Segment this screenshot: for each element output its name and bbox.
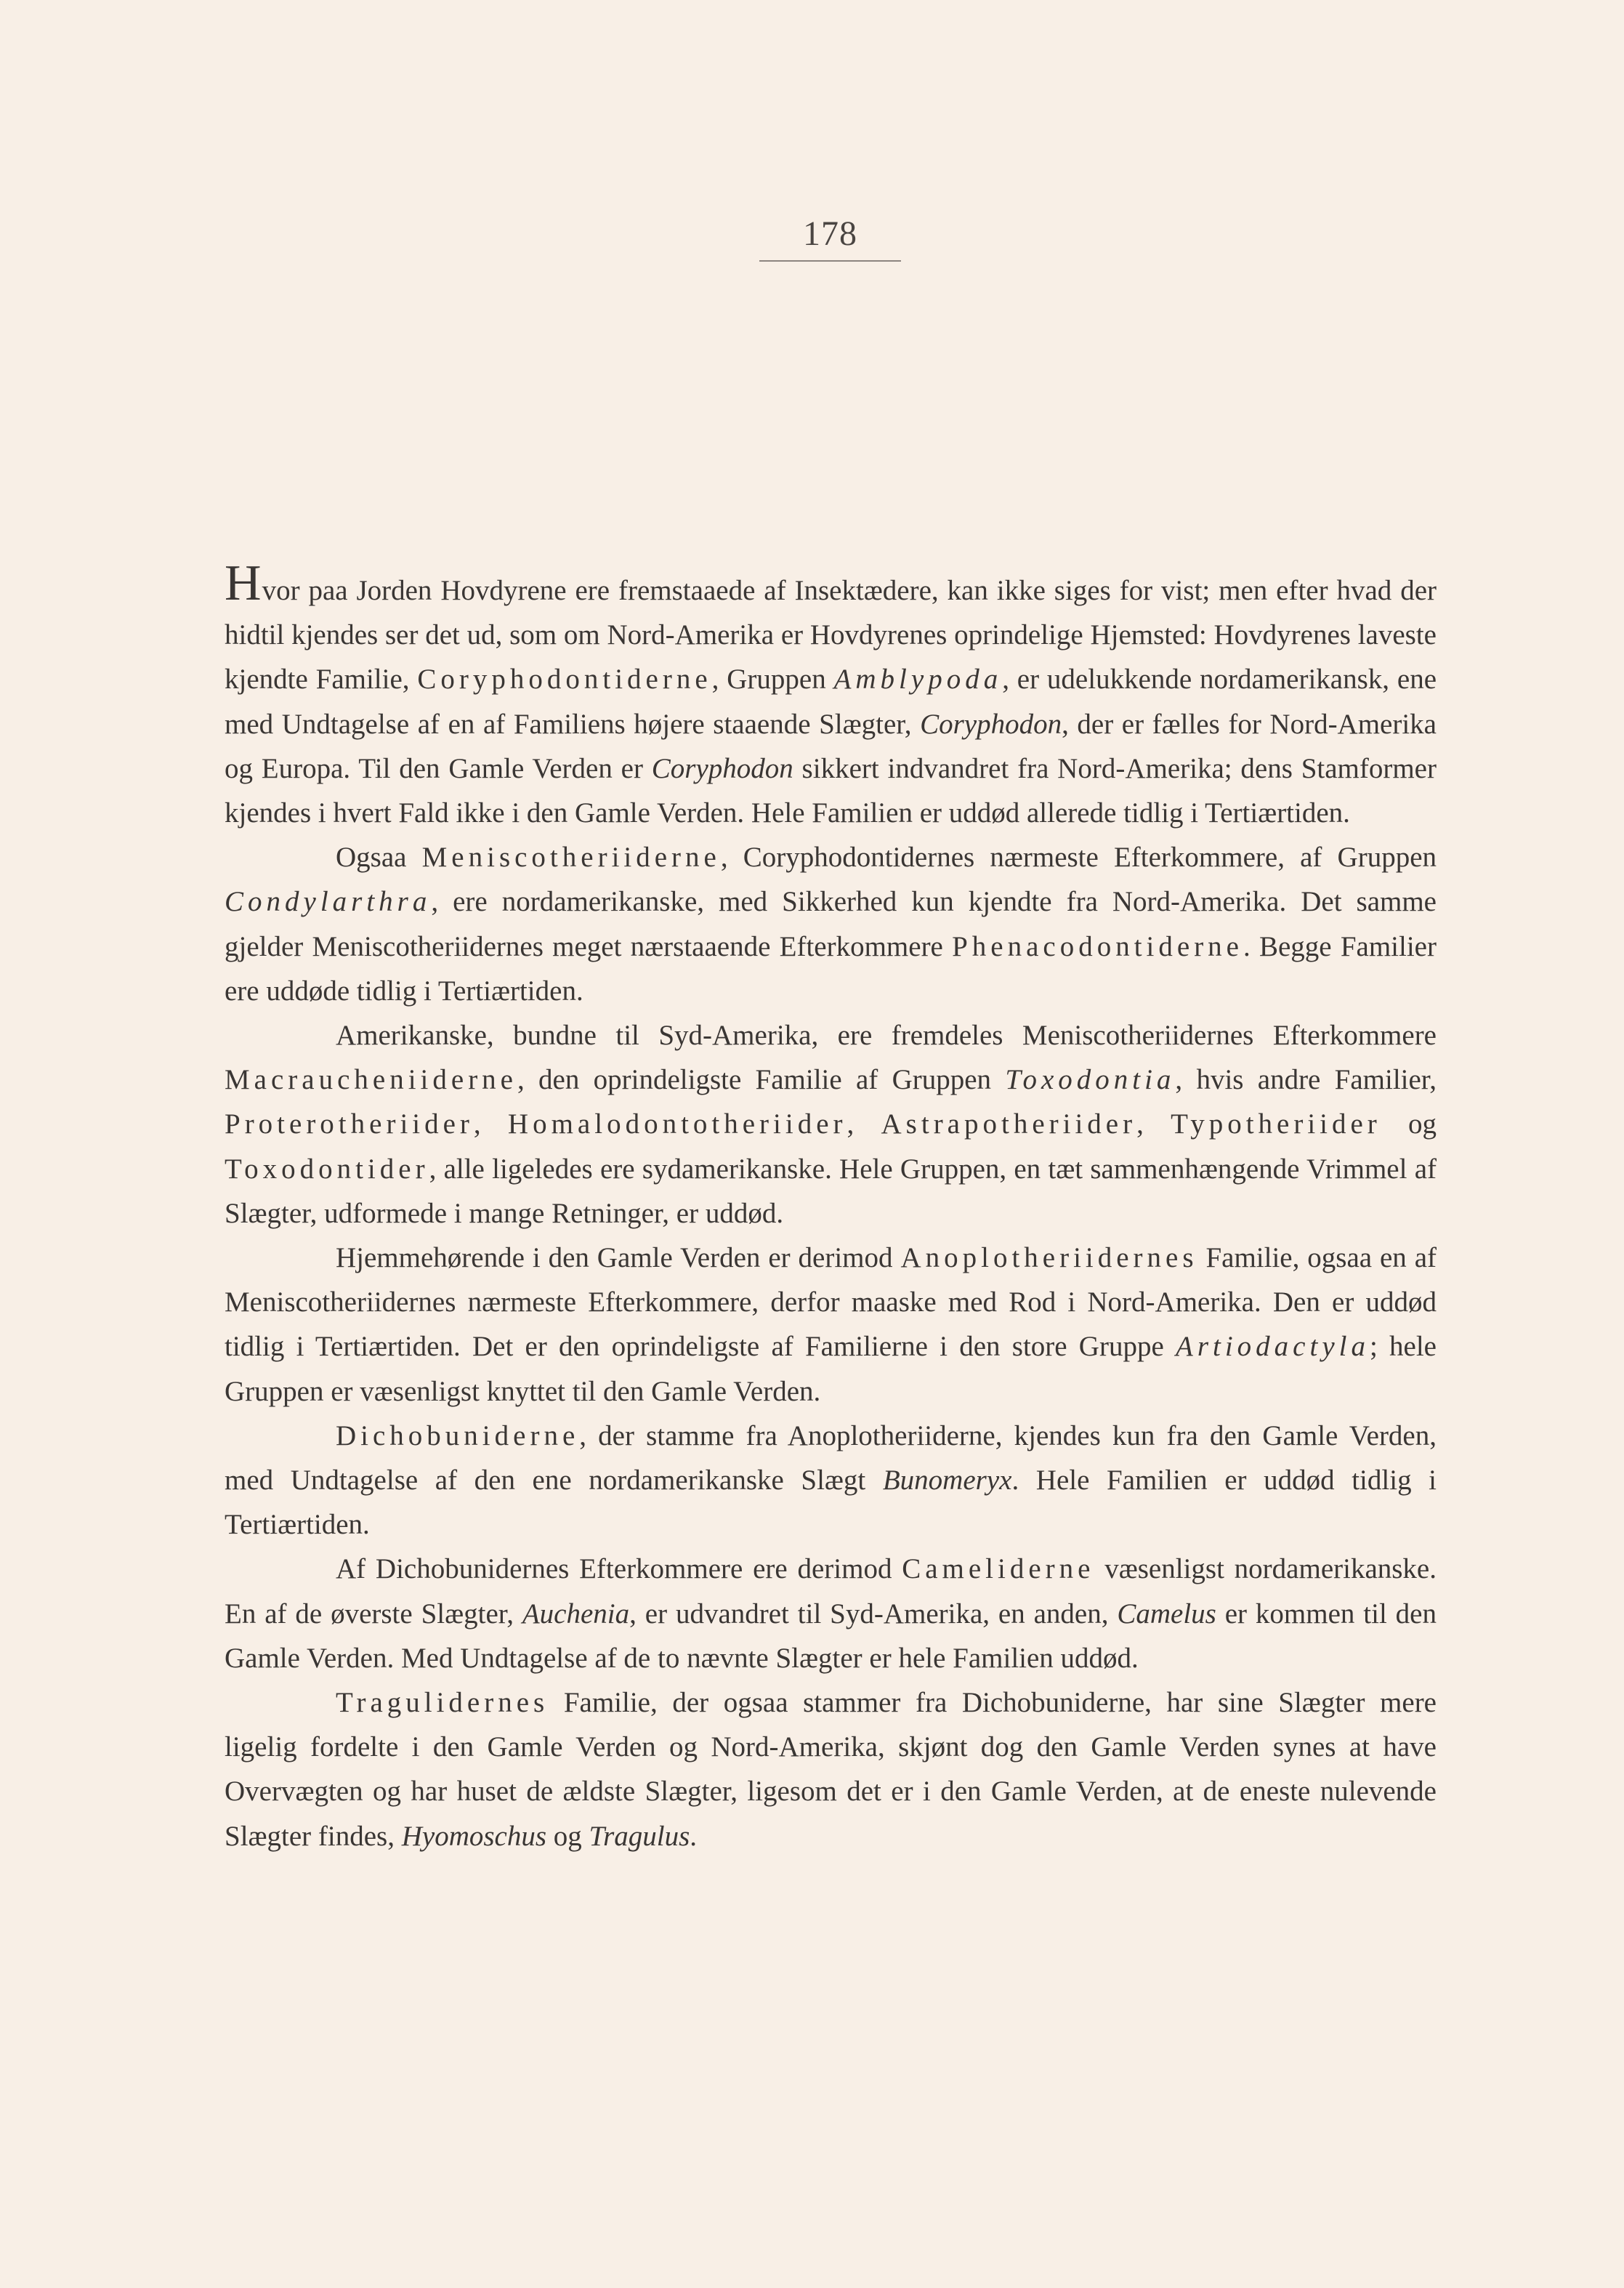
- text-run: , Gruppen: [711, 664, 834, 696]
- styled-text-run: Tragulus: [589, 1820, 690, 1852]
- styled-text-run: Tragulidernes: [336, 1687, 549, 1719]
- text-run: Familie, der ogsaa stammer fra Dichobuniderne, har sine Slægter mere ligelig fordelte i den Gamle Verden og Nord-Amerika, skjønt dog den Gamle Verden synes at have Overvægten og har huset de ældste Slægter, ligesom det er i den Gamle Verden, at de eneste nulevende Slægter findes,: [225, 1687, 1437, 1852]
- text-run: Ogsaa: [336, 842, 422, 874]
- styled-text-run: Coryphodon: [920, 708, 1062, 740]
- text-run: Hjemmehørende i den Gamle Verden er derimod: [336, 1242, 901, 1274]
- styled-text-run: Hyomoschus: [401, 1820, 547, 1852]
- styled-text-run: Dichobuniderne: [336, 1419, 580, 1451]
- paragraph: [225, 1414, 1437, 1547]
- text-run: ; hele Gruppen er væsenligst knyttet til den Gamle Verden.: [225, 1331, 1437, 1407]
- styled-text-run: H: [225, 555, 262, 611]
- text-run: , der er fælles for Nord-Amerika og Europa. Til den Gamle Verden er: [225, 708, 1437, 784]
- paragraph: [225, 1013, 1437, 1236]
- paragraph: [225, 835, 1437, 1013]
- styled-text-run: Toxodontider: [225, 1153, 429, 1185]
- styled-text-run: Condylarthra: [225, 886, 432, 918]
- text-run: . Hele Familien er uddød tidlig i Tertiærtiden.: [225, 1465, 1437, 1541]
- styled-text-run: Camelus: [1117, 1598, 1216, 1630]
- text-run: Af Dichobunidernes Efterkommere ere derimod: [336, 1553, 902, 1585]
- text-run: ,: [1136, 1108, 1171, 1140]
- styled-text-run: Astrapotheriider: [881, 1108, 1137, 1140]
- text-run: , alle ligeledes ere sydamerikanske. Hele Gruppen, en tæt sammenhængende Vrimmel af Slægter, udformede i mange Retninger, er uddød.: [225, 1153, 1437, 1229]
- text-run: , der stamme fra Anoplotheriiderne, kjendes kun fra den Gamle Verden, med Undtagelse af den ene nordamerikanske Slægt: [225, 1419, 1437, 1497]
- text-run: vor paa Jorden Hovdyrene ere fremstaaede af Insektædere, kan ikke siges for vist; men efter hvad der hidtil kjendes ser det ud, som om Nord-Amerika er Hovdyrenes oprindelige Hjemsted: Hovdyrenes laveste kjendte Familie,: [225, 575, 1437, 696]
- paragraph: [225, 555, 1437, 835]
- styled-text-run: Typotheriider: [1171, 1108, 1381, 1140]
- text-run: er kommen til den Gamle Verden. Med Undtagelse af de to nævnte Slægter er hele Familien uddød.: [225, 1598, 1437, 1674]
- styled-text-run: Amblypoda: [833, 664, 1003, 696]
- text-run: ,: [473, 1108, 508, 1140]
- styled-text-run: Homalodontotheriider: [507, 1108, 847, 1140]
- text-run: Familie, ogsaa en af Meniscotheriidernes nærmeste Efterkommere, derfor maaske med Rod i Nord-Amerika. Den er uddød tidlig i Tertiærtiden. Det er den oprindeligste af Familierne i den store Gruppe: [225, 1242, 1437, 1363]
- text-run: og: [546, 1820, 589, 1852]
- styled-text-run: Coryphodontiderne: [417, 664, 712, 696]
- styled-text-run: Macraucheniiderne: [225, 1064, 517, 1096]
- text-run: og: [1381, 1108, 1437, 1140]
- text-run: ,: [847, 1108, 881, 1140]
- styled-text-run: Coryphodon: [651, 752, 793, 784]
- text-run: , er udelukkende nordamerikansk, ene med Undtagelse af en af Familiens højere staaende Slægter,: [225, 664, 1437, 740]
- styled-text-run: Anoplotheriidernes: [900, 1242, 1198, 1274]
- text-run: sikkert indvandret fra Nord-Amerika; dens Stamformer kjendes i hvert Fald ikke i den Gamle Verden. Hele Familien er uddød allerede tidlig i Tertiærtiden.: [225, 752, 1437, 829]
- page-number: 178: [803, 214, 857, 253]
- text-run: , hvis andre Familier,: [1175, 1064, 1437, 1096]
- text-run: væsenligst nordamerikanske. En af de øverste Slægter,: [225, 1553, 1437, 1630]
- paragraph: [225, 1236, 1437, 1414]
- text-run: , er udvandret til Syd-Amerika, en anden,: [629, 1598, 1118, 1630]
- styled-text-run: Phenacodontiderne: [952, 930, 1243, 962]
- paragraph: [225, 1547, 1437, 1680]
- paragraph: [225, 1680, 1437, 1858]
- text-run: , Coryphodontidernes nærmeste Efterkommere, af Gruppen: [720, 842, 1437, 874]
- text-run: . Begge Familier ere uddøde tidlig i Tertiærtiden.: [225, 930, 1437, 1007]
- styled-text-run: Cameliderne: [902, 1553, 1095, 1585]
- body-text: [225, 555, 1437, 1858]
- styled-text-run: Proterotheriider: [225, 1108, 474, 1140]
- styled-text-run: Artiodactyla: [1176, 1331, 1370, 1363]
- text-run: Amerikanske, bundne til Syd-Amerika, ere fremdeles Meniscotheriidernes Efterkommere: [336, 1020, 1437, 1052]
- text-run: , den oprindeligste Familie af Gruppen: [517, 1064, 1006, 1096]
- styled-text-run: Meniscotheriiderne: [421, 842, 721, 874]
- styled-text-run: Auchenia: [522, 1598, 630, 1630]
- page-number-rule: [759, 260, 901, 262]
- text-run: .: [690, 1820, 698, 1852]
- styled-text-run: Toxodontia: [1005, 1064, 1176, 1096]
- styled-text-run: Bunomeryx: [882, 1465, 1012, 1497]
- text-run: , ere nordamerikanske, med Sikkerhed kun kjendte fra Nord-Amerika. Det samme gjelder Meniscotheriidernes meget nærstaaende Efterkommere: [225, 886, 1437, 962]
